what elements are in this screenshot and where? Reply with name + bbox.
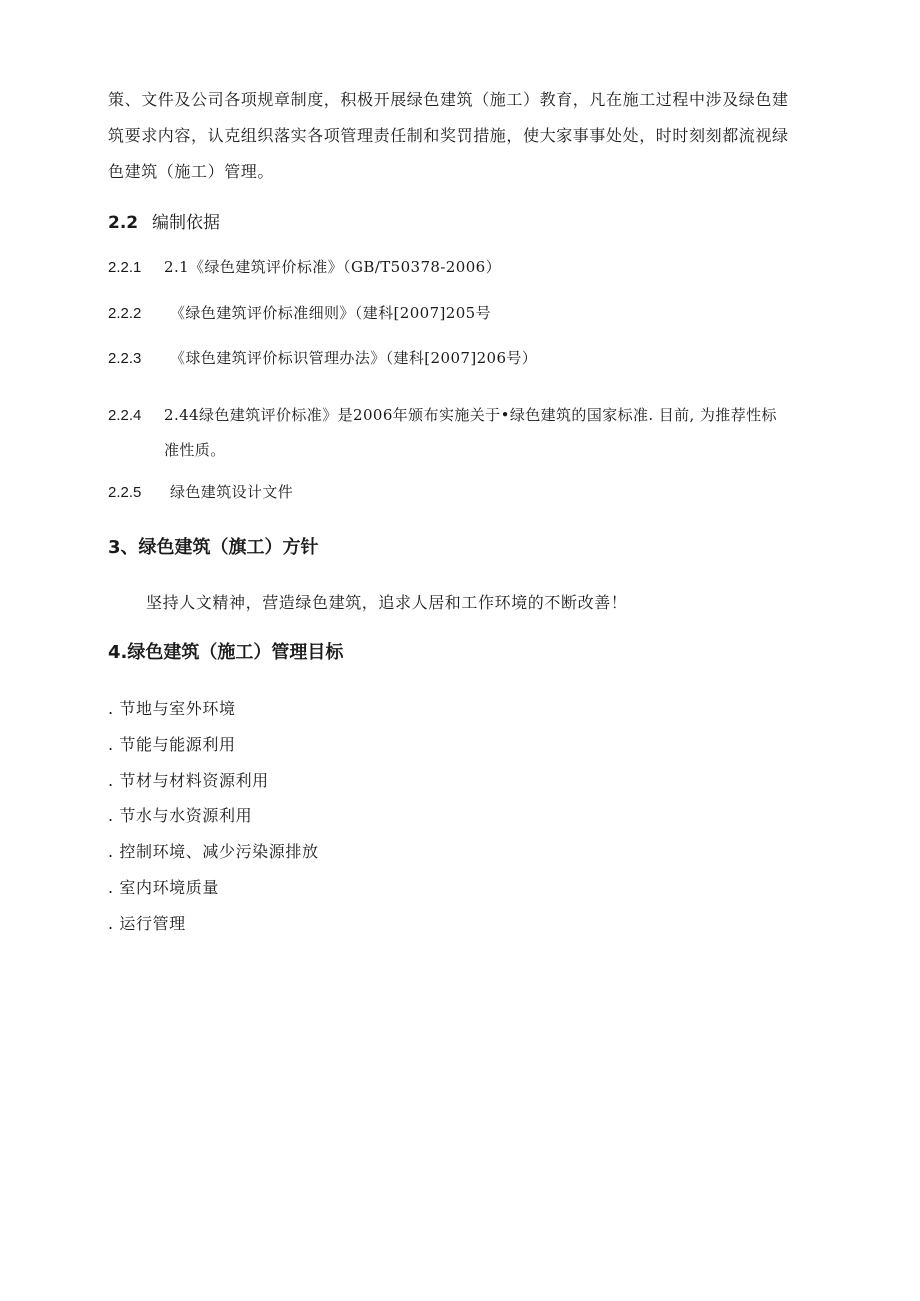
reference-item — [108, 257, 501, 278]
section-heading-3: 3、绿色建筑（旗工）方针 — [108, 537, 319, 558]
goal-item: . 节水与水资源利用 — [108, 806, 253, 825]
reference-item — [108, 482, 293, 503]
reference-number: 2.2.4 — [108, 407, 142, 424]
goal-item: . 运行管理 — [108, 914, 186, 933]
intro-line: 色建筑（施工）管理。 — [108, 162, 275, 181]
section-number: 2.2 — [108, 213, 139, 233]
reference-text: 2.1《绿色建筑评价标准》（GB/T50378-2006） — [164, 258, 501, 276]
reference-number: 2.2.1 — [108, 259, 142, 276]
goal-item: . 室内环境质量 — [108, 878, 219, 897]
reference-number: 2.2.5 — [108, 484, 142, 501]
section-heading-4: 4.绿色建筑（施工）管理目标 — [108, 642, 344, 663]
reference-item — [108, 405, 777, 426]
reference-number: 2.2.2 — [108, 305, 142, 322]
reference-text: 《绿色建筑评价标准细则》（建科[2007]205号 — [170, 304, 492, 322]
reference-text: 《球色建筑评价标识管理办法》（建科[2007]206号） — [170, 349, 538, 367]
section-title: 编制依据 — [152, 213, 220, 233]
goal-item: . 控制环境、减少污染源排放 — [108, 842, 319, 861]
intro-line: 筑要求内容，认克组织落实各项管理责任制和奖罚措施，使大家事事处处，时时刻刻都流视绿 — [108, 126, 789, 145]
reference-number: 2.2.3 — [108, 350, 142, 367]
reference-continuation: 准性质。 — [164, 441, 226, 459]
section-heading-2-2 — [108, 208, 220, 233]
goal-item: . 节地与室外环境 — [108, 699, 236, 718]
goal-item: . 节能与能源利用 — [108, 735, 236, 754]
reference-item — [108, 348, 537, 369]
reference-text: 2.44绿色建筑评价标准》是2006年颁布实施关于•绿色建筑的国家标准. 目前, 为推荐性标 — [164, 406, 777, 424]
reference-item — [108, 303, 491, 324]
intro-line: 策、文件及公司各项规章制度，积极开展绿色建筑（施工）教育，凡在施工过程中涉及绿色建 — [108, 90, 789, 109]
policy-motto: 坚持人文精神，营造绿色建筑，追求人居和工作环境的不断改善！ — [146, 593, 628, 612]
goal-item: . 节材与材料资源利用 — [108, 771, 269, 790]
reference-text: 绿色建筑设计文件 — [170, 483, 294, 501]
